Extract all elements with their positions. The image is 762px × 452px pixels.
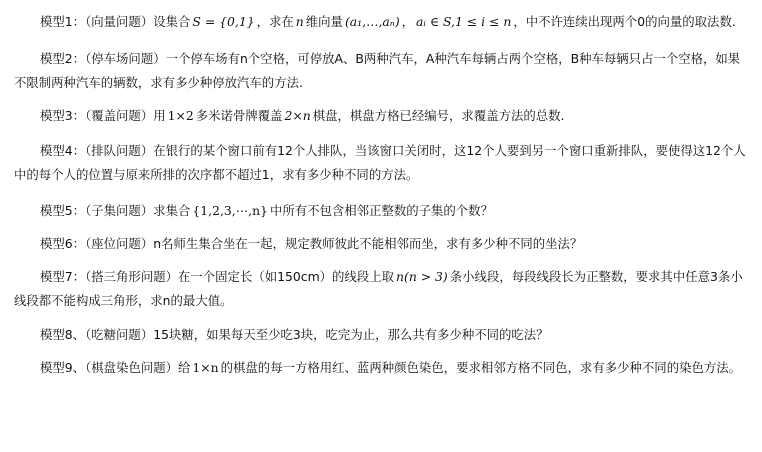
model-5-text-b: 中所有不包含相邻正整数的子集的个数？ — [269, 203, 493, 218]
model-8-label: 模型8、 — [40, 327, 86, 342]
model-1-paragraph — [14, 10, 748, 34]
model-7-text-a: （搭三角形问题）在一个固定长（如150cm）的线段上取 — [85, 269, 394, 284]
model-6-paragraph — [14, 232, 748, 256]
model-6-text: （座位问题）n名师生集合坐在一起，规定教师彼此不能相邻而坐，求有多少种不同的坐法？ — [85, 236, 583, 251]
model-4-label: 模型4： — [40, 143, 86, 158]
model-4-paragraph — [14, 139, 748, 187]
model-5-paragraph — [14, 199, 748, 223]
model-1-text-b: ，求在 — [256, 14, 294, 29]
model-5-text-a: （子集问题）求集合 — [85, 203, 191, 218]
model-2-text: （停车场问题）一个停车场有n个空格，可停放A、B两种汽车，A种汽车每辆占两个空格，B种车每辆只占一个空格，如果不限制两种汽车的辆数，求有多少种停放汽车的方法. — [14, 51, 741, 90]
model-4-text: （排队问题）在银行的某个窗口前有12个人排队，当该窗口关闭时，这12个人要到另一个窗口重新排队，要使得这12个人中的每个人的位置与原来所排的次序都不超过1，求有多少种不同的方法。 — [14, 143, 746, 182]
model-3-paragraph — [14, 104, 748, 128]
model-2-paragraph — [14, 47, 748, 95]
model-1-text-e: ，中不许连续出现两个0的向量的取法数. — [513, 14, 736, 29]
model-1-text-d: ， — [401, 14, 415, 29]
model-8-text: （吃糖问题）15块糖，如果每天至少吃3块，吃完为止，那么共有多少种不同的吃法？ — [85, 327, 549, 342]
model-2-label: 模型2： — [40, 51, 86, 66]
model-1-condition-formula: aᵢ ∈ S,1 ≤ i ≤ n — [416, 14, 512, 29]
model-3-label: 模型3： — [40, 108, 86, 123]
model-8-paragraph — [14, 323, 748, 347]
model-3-text-b: 多米诺骨牌覆盖 — [195, 108, 283, 123]
model-1-vector-formula: (a₁,…,aₙ) — [344, 14, 400, 29]
model-9-text-b: 的棋盘的每一方格用红、蓝两种颜色染色，要求相邻方格不同色，求有多少种不同的染色方法。 — [220, 360, 742, 375]
model-1-label: 模型1： — [40, 14, 86, 29]
model-1-set-formula: S = {0,1} — [192, 14, 255, 29]
model-5-label: 模型5： — [40, 203, 86, 218]
model-3-domino-formula: 1×2 — [167, 108, 194, 123]
model-7-text-b: 条小线段，每段线段长为正整数，要求其中任意3条小线段都不能构成三角形，求n的最大值。 — [14, 269, 743, 308]
model-3-text-a: （覆盖问题）用 — [85, 108, 166, 123]
model-3-text-c: 棋盘，棋盘方格已经编号，求覆盖方法的总数. — [312, 108, 565, 123]
model-5-set-formula: {1,2,3,⋯,n} — [192, 203, 268, 218]
model-9-paragraph — [14, 356, 748, 380]
model-7-label: 模型7： — [40, 269, 86, 284]
model-7-paragraph — [14, 265, 748, 313]
model-1-text-a: （向量问题）设集合 — [85, 14, 191, 29]
model-9-label: 模型9、 — [40, 360, 86, 375]
model-9-text-a: （棋盘染色问题）给 — [85, 360, 191, 375]
model-1-text-c: 维向量 — [305, 14, 343, 29]
model-9-board-formula: 1×n — [192, 360, 219, 375]
model-6-label: 模型6： — [40, 236, 86, 251]
model-3-board-formula: 2×n — [284, 108, 311, 123]
model-7-n-formula: n(n > 3) — [396, 269, 448, 284]
model-1-n-symbol: n — [295, 14, 304, 29]
